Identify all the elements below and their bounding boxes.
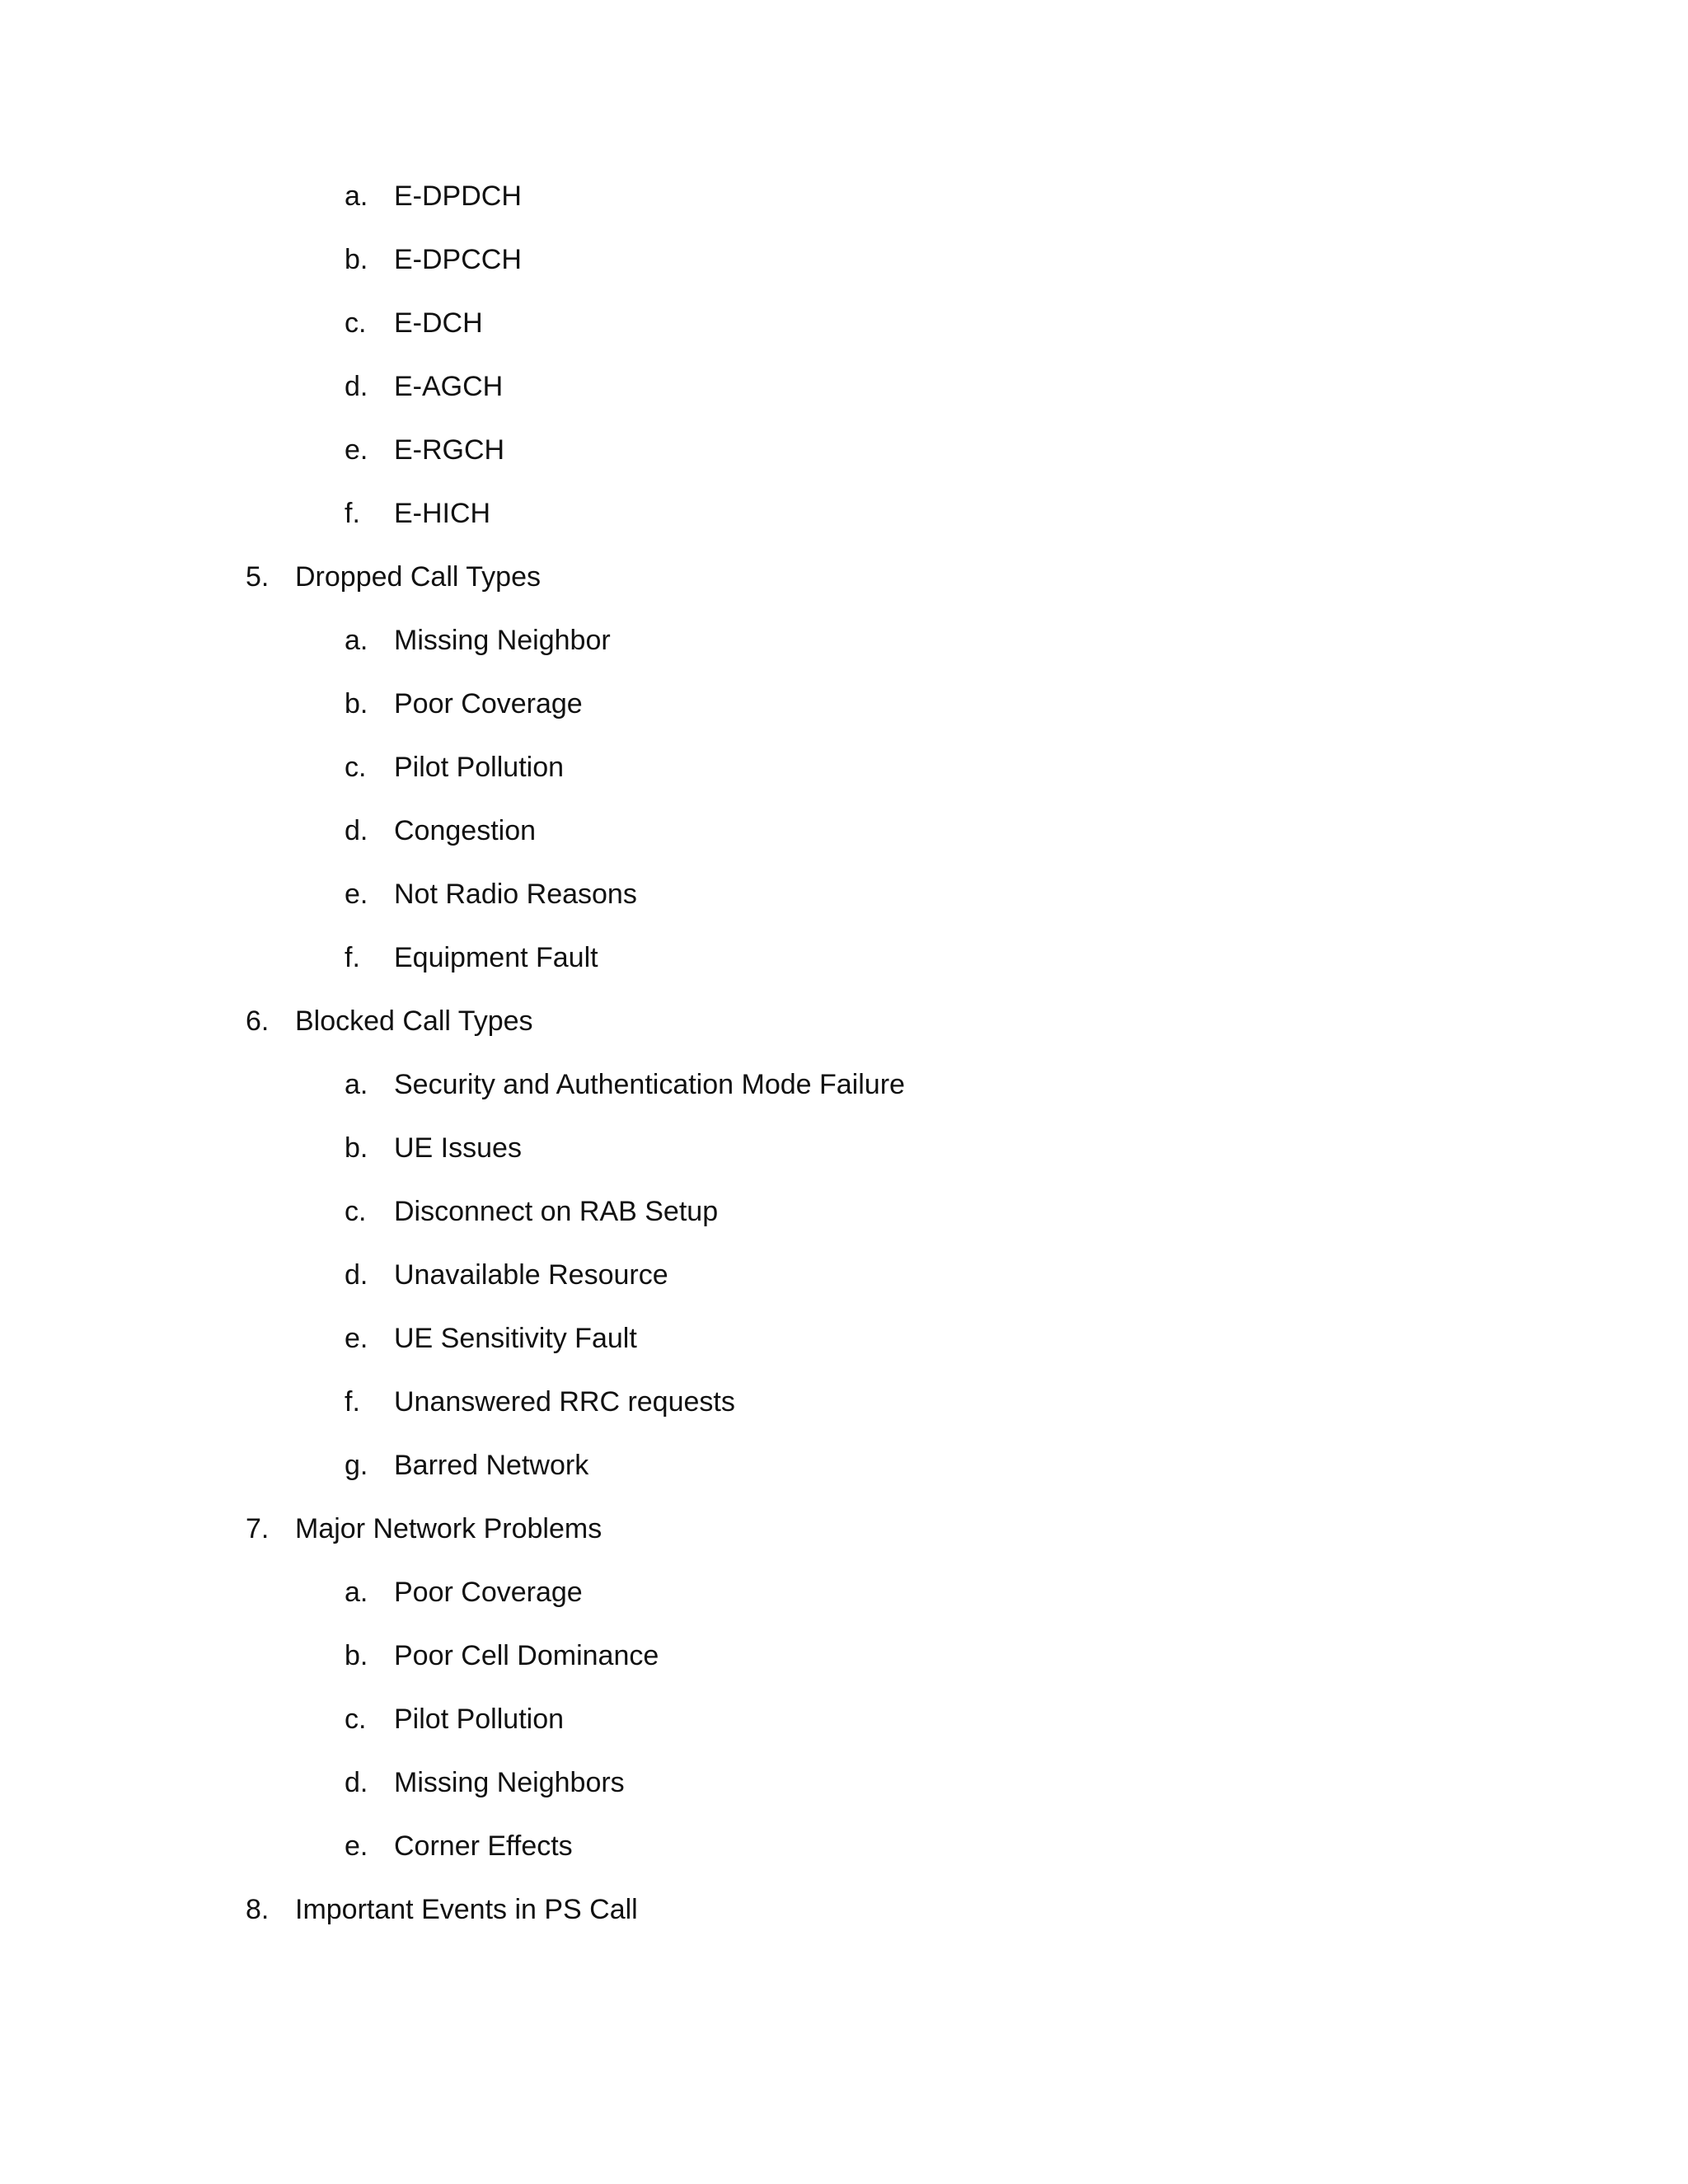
outline-list <box>0 180 1688 1957</box>
item-marker: d. <box>345 1767 368 1798</box>
section-title: Dropped Call Types <box>295 561 541 593</box>
item-marker: c. <box>345 1704 367 1735</box>
list-item <box>0 1322 1688 1385</box>
item-text: Pilot Pollution <box>394 1704 565 1735</box>
item-text: Not Radio Reasons <box>394 879 637 910</box>
list-item <box>0 1576 1688 1639</box>
item-marker: b. <box>345 244 368 275</box>
section-title: Blocked Call Types <box>295 1005 533 1037</box>
item-text: Congestion <box>394 815 537 846</box>
list-item <box>0 1703 1688 1766</box>
item-marker: a. <box>345 1069 368 1100</box>
list-item <box>0 624 1688 687</box>
item-marker: g. <box>345 1450 368 1481</box>
item-marker: c. <box>345 1196 367 1227</box>
list-item <box>0 243 1688 307</box>
item-text: Disconnect on RAB Setup <box>394 1196 719 1227</box>
list-item <box>0 370 1688 434</box>
list-item <box>0 814 1688 878</box>
item-text: E-AGCH <box>394 371 504 402</box>
list-item <box>0 878 1688 941</box>
item-text: Corner Effects <box>394 1830 573 1862</box>
list-item <box>0 1830 1688 1893</box>
item-text: UE Issues <box>394 1132 522 1164</box>
item-text: Missing Neighbor <box>394 625 611 656</box>
section-heading <box>0 1893 1688 1957</box>
list-item <box>0 497 1688 560</box>
item-text: UE Sensitivity Fault <box>394 1323 637 1354</box>
item-marker: e. <box>345 879 368 910</box>
item-text: Pilot Pollution <box>394 752 565 783</box>
list-item <box>0 1132 1688 1195</box>
item-marker: f. <box>345 498 360 529</box>
section-number: 8. <box>246 1894 270 1925</box>
section-heading <box>0 1512 1688 1576</box>
item-marker: b. <box>345 688 368 719</box>
list-item <box>0 1385 1688 1449</box>
section-number: 6. <box>246 1005 270 1037</box>
list-item <box>0 1639 1688 1703</box>
item-marker: e. <box>345 1323 368 1354</box>
list-item <box>0 1258 1688 1322</box>
item-marker: f. <box>345 942 360 973</box>
list-item <box>0 180 1688 243</box>
item-text: Security and Authentication Mode Failure <box>394 1069 905 1100</box>
list-item <box>0 1766 1688 1830</box>
list-item <box>0 687 1688 751</box>
item-text: Unavailable Resource <box>394 1259 668 1291</box>
item-marker: b. <box>345 1640 368 1671</box>
item-marker: d. <box>345 1259 368 1291</box>
item-text: Poor Coverage <box>394 1577 583 1608</box>
item-text: Barred Network <box>394 1450 589 1481</box>
item-marker: f. <box>345 1386 360 1418</box>
section-number: 7. <box>246 1513 270 1544</box>
item-text: Missing Neighbors <box>394 1767 625 1798</box>
item-marker: c. <box>345 307 367 339</box>
item-text: E-DPDCH <box>394 180 522 212</box>
item-text: E-DPCCH <box>394 244 522 275</box>
section-heading <box>0 1005 1688 1068</box>
section-heading <box>0 560 1688 624</box>
item-marker: c. <box>345 752 367 783</box>
list-item <box>0 941 1688 1005</box>
list-item <box>0 434 1688 497</box>
item-text: Equipment Fault <box>394 942 598 973</box>
list-item <box>0 1449 1688 1512</box>
item-text: E-DCH <box>394 307 483 339</box>
section-number: 5. <box>246 561 270 593</box>
item-text: Unanswered RRC requests <box>394 1386 735 1418</box>
section-title: Important Events in PS Call <box>295 1894 638 1925</box>
item-marker: a. <box>345 180 368 212</box>
list-item <box>0 1068 1688 1132</box>
list-item <box>0 1195 1688 1258</box>
item-marker: a. <box>345 625 368 656</box>
item-marker: e. <box>345 434 368 466</box>
item-text: Poor Coverage <box>394 688 583 719</box>
item-text: Poor Cell Dominance <box>394 1640 659 1671</box>
list-item <box>0 751 1688 814</box>
item-marker: e. <box>345 1830 368 1862</box>
item-marker: d. <box>345 815 368 846</box>
item-text: E-RGCH <box>394 434 505 466</box>
section-title: Major Network Problems <box>295 1513 603 1544</box>
item-text: E-HICH <box>394 498 491 529</box>
list-item <box>0 307 1688 370</box>
item-marker: a. <box>345 1577 368 1608</box>
item-marker: b. <box>345 1132 368 1164</box>
item-marker: d. <box>345 371 368 402</box>
